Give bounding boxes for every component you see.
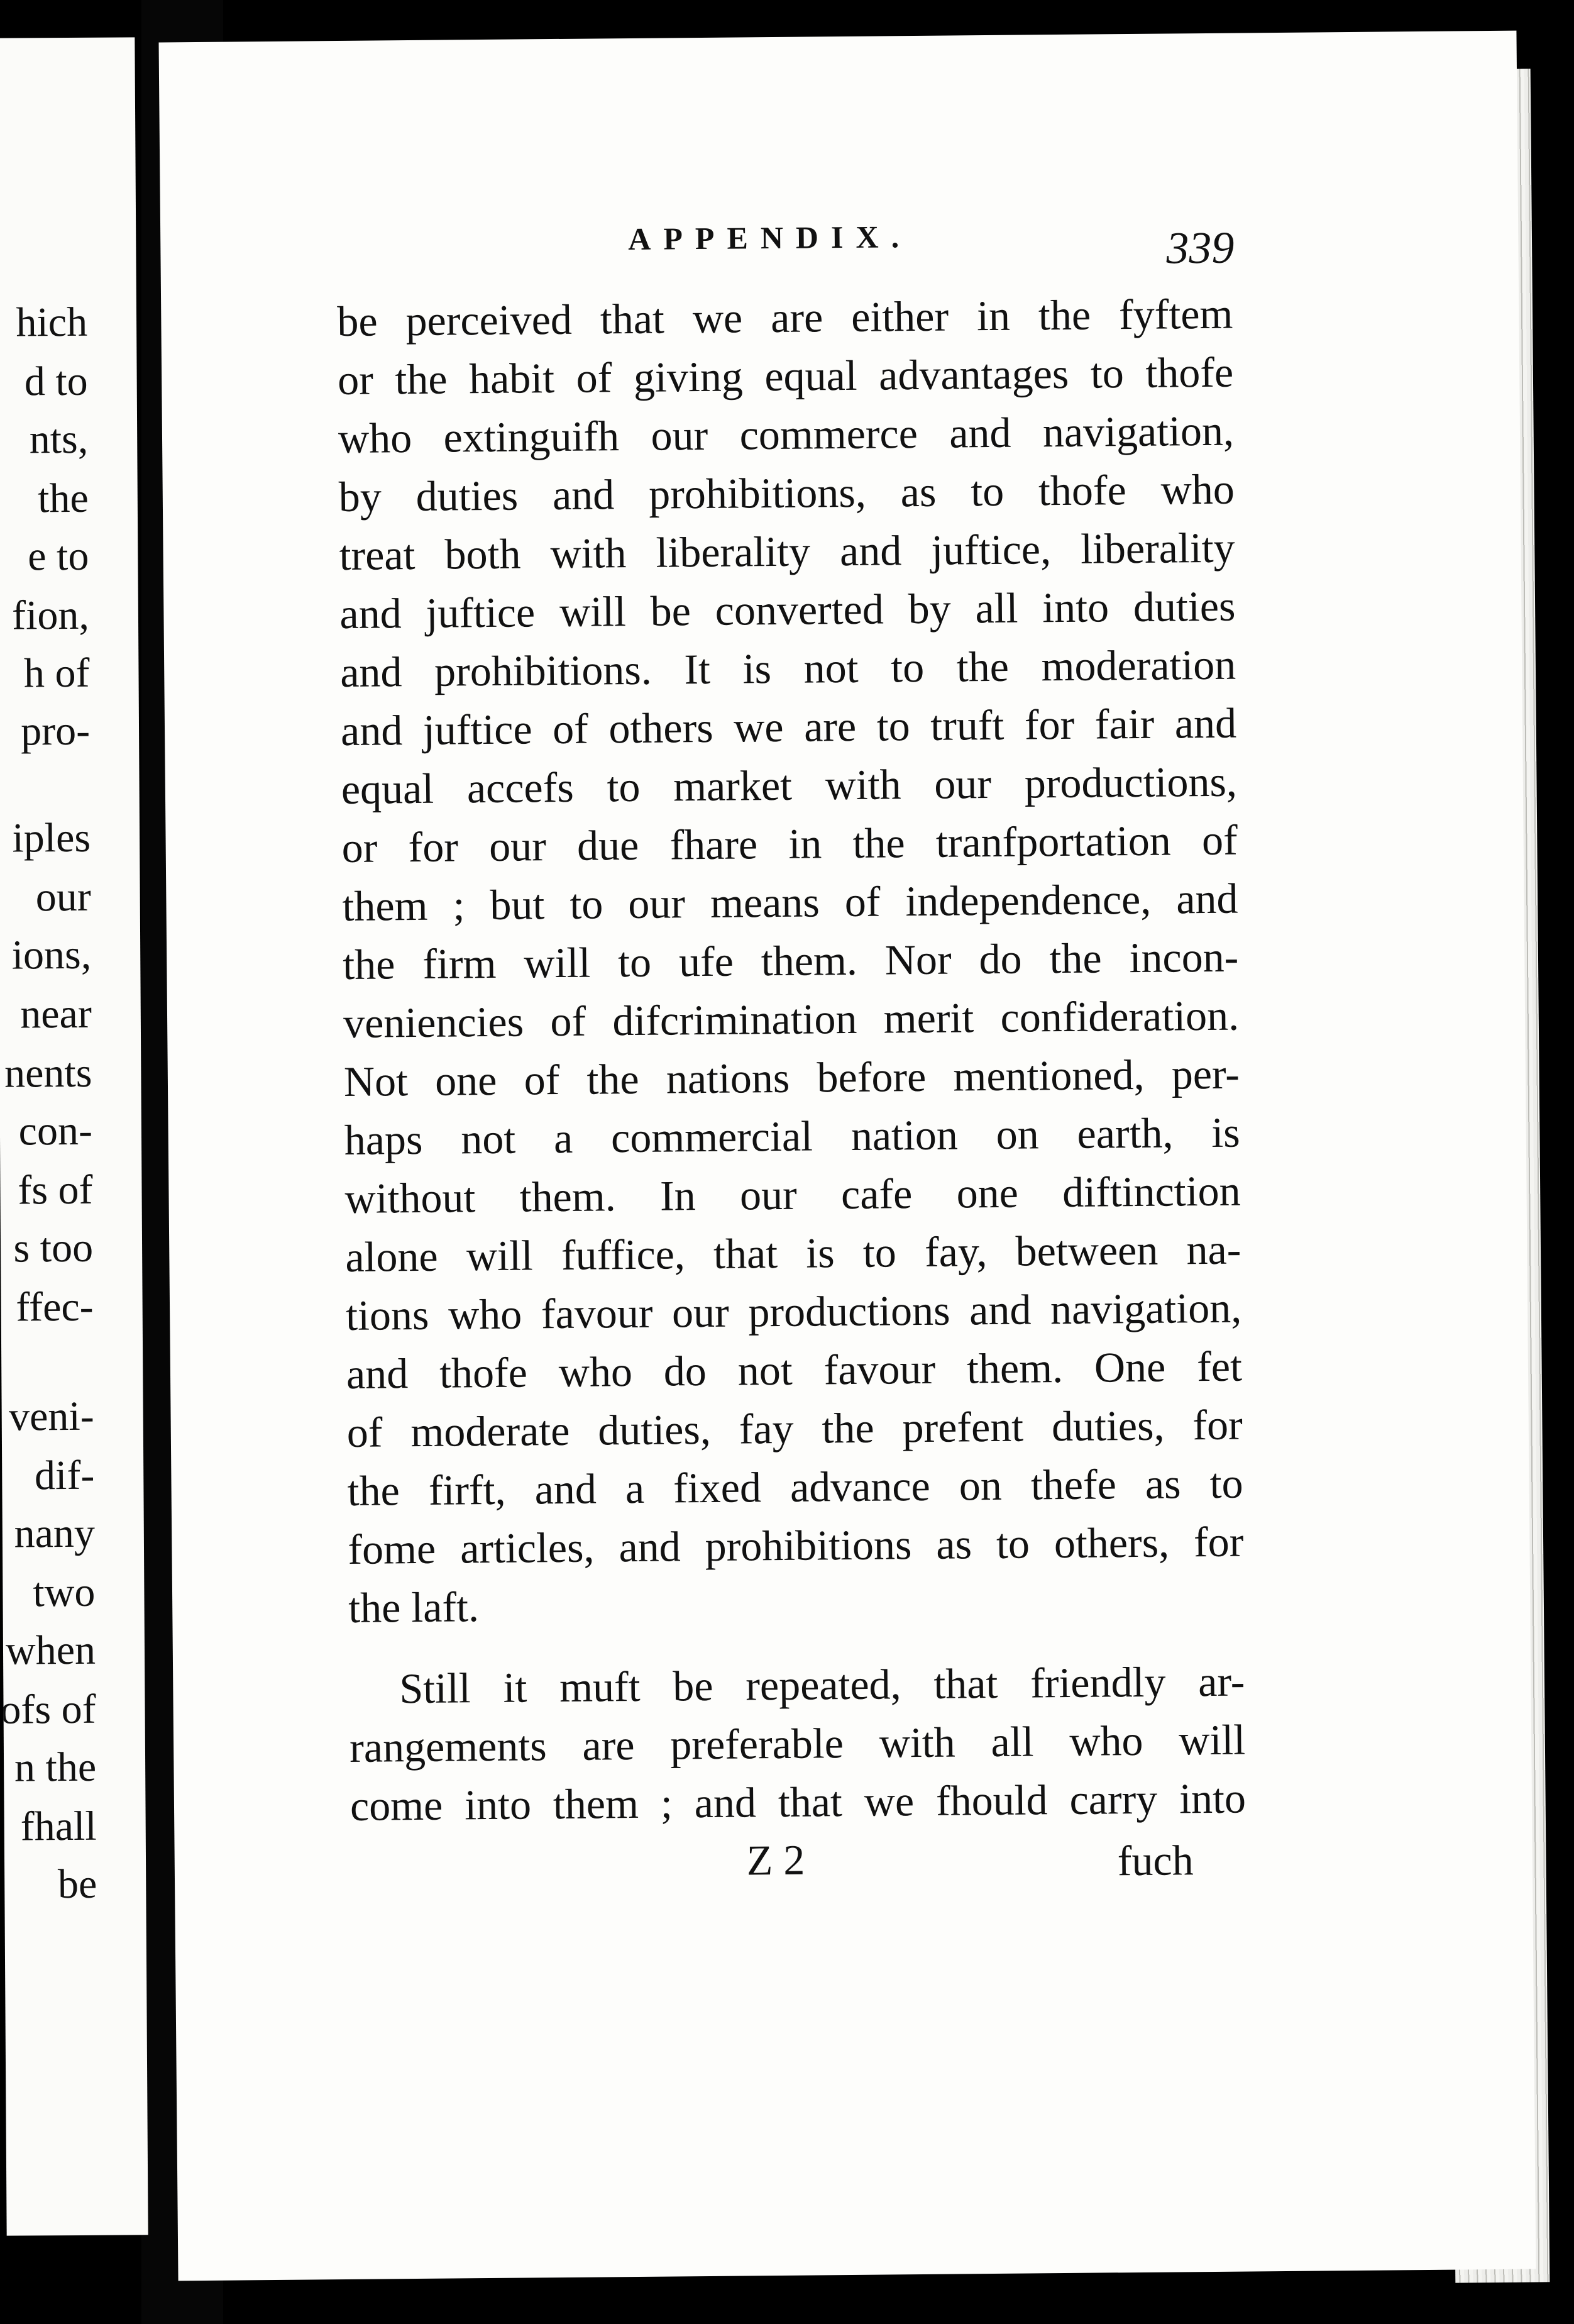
text-line: and prohibitions. It is not to the moderation bbox=[339, 640, 1236, 697]
prev-page-line: iples bbox=[12, 814, 91, 861]
prev-page-line: dif- bbox=[34, 1452, 95, 1499]
text-line: come into them ; and that we fhould carry into bbox=[349, 1774, 1247, 1830]
text-line: them ; but to our means of independence, and bbox=[342, 874, 1238, 930]
text-line: who extinguifh our commerce and navigation, bbox=[338, 406, 1235, 463]
text-line: tions who favour our productions and navigation, bbox=[345, 1283, 1242, 1339]
previous-page bbox=[0, 37, 148, 2235]
text-line: the firm will to ufe them. Nor do the incon- bbox=[342, 932, 1239, 988]
prev-page-line: when bbox=[5, 1627, 96, 1674]
text-line: or for our due fhare in the tranfportation of bbox=[341, 816, 1238, 872]
text-line: Still it muft be repeated, that friendly ar- bbox=[399, 1657, 1245, 1713]
prev-page-line: pro- bbox=[20, 707, 91, 755]
prev-page-line: nts, bbox=[29, 416, 89, 463]
running-header: APPENDIX. bbox=[628, 219, 912, 257]
text-line: and juftice of others we are to truft for fair and bbox=[340, 699, 1237, 755]
prev-page-line: nents bbox=[4, 1049, 92, 1097]
prev-page-line: h of bbox=[23, 650, 90, 697]
prev-page-line: fhall bbox=[20, 1803, 97, 1850]
prev-page-line: s too bbox=[13, 1224, 94, 1271]
text-line: or the habit of giving equal advantages to thofe bbox=[337, 348, 1234, 404]
text-line: without them. In our cafe one diftinction bbox=[344, 1166, 1241, 1222]
text-line: rangements are preferable with all who will bbox=[349, 1715, 1246, 1771]
prev-page-line: nany bbox=[14, 1510, 96, 1557]
prev-page-line: ofs of bbox=[0, 1686, 96, 1733]
text-line: treat both with liberality and juftice, liberality bbox=[339, 523, 1235, 580]
prev-page-line: our bbox=[35, 873, 91, 921]
prev-page-line: fs of bbox=[18, 1166, 93, 1214]
text-line: be perceived that we are either in the fyftem bbox=[337, 289, 1233, 346]
prev-page-line: the bbox=[37, 475, 89, 522]
prev-page-line: e to bbox=[27, 533, 89, 580]
body-text bbox=[337, 285, 1246, 1835]
prev-page-line: d to bbox=[24, 358, 88, 405]
page-number: 339 bbox=[1166, 222, 1235, 274]
prev-page-line: near bbox=[20, 990, 92, 1038]
text-line: equal accefs to market with our productions, bbox=[341, 757, 1238, 814]
text-line: haps not a commercial nation on earth, is bbox=[344, 1108, 1241, 1164]
prev-page-line: two bbox=[33, 1569, 96, 1616]
prev-page-line: fion, bbox=[11, 592, 90, 639]
text-line: and juftice will be converted by all into duties bbox=[339, 582, 1236, 638]
text-line: Not one of the nations before mentioned, per- bbox=[343, 1049, 1240, 1105]
prev-page-line: hich bbox=[16, 299, 88, 346]
text-line: of moderate duties, fay the prefent duties, for bbox=[346, 1400, 1243, 1456]
text-line: the firft, and a fixed advance on thefe as to bbox=[347, 1459, 1243, 1515]
text-line: veniencies of difcrimination merit confideration. bbox=[343, 991, 1240, 1047]
catchword: fuch bbox=[1117, 1836, 1194, 1885]
prev-page-line: n the bbox=[14, 1744, 97, 1791]
text-line: fome articles, and prohibitions as to others, for bbox=[348, 1517, 1244, 1573]
signature-mark: Z 2 bbox=[746, 1835, 805, 1884]
text-line: alone will fuffice, that is to fay, between na- bbox=[345, 1225, 1241, 1281]
book-page bbox=[159, 31, 1536, 2281]
text-line: by duties and prohibitions, as to thofe who bbox=[338, 465, 1235, 521]
prev-page-line: veni- bbox=[8, 1393, 94, 1440]
prev-page-line: be bbox=[57, 1861, 97, 1908]
text-line: and thofe who do not favour them. One fet bbox=[346, 1342, 1243, 1398]
text-line: the laft. bbox=[348, 1583, 480, 1632]
prev-page-line: ions, bbox=[11, 931, 92, 978]
prev-page-line: con- bbox=[18, 1107, 93, 1154]
prev-page-line: ffec- bbox=[16, 1283, 94, 1331]
